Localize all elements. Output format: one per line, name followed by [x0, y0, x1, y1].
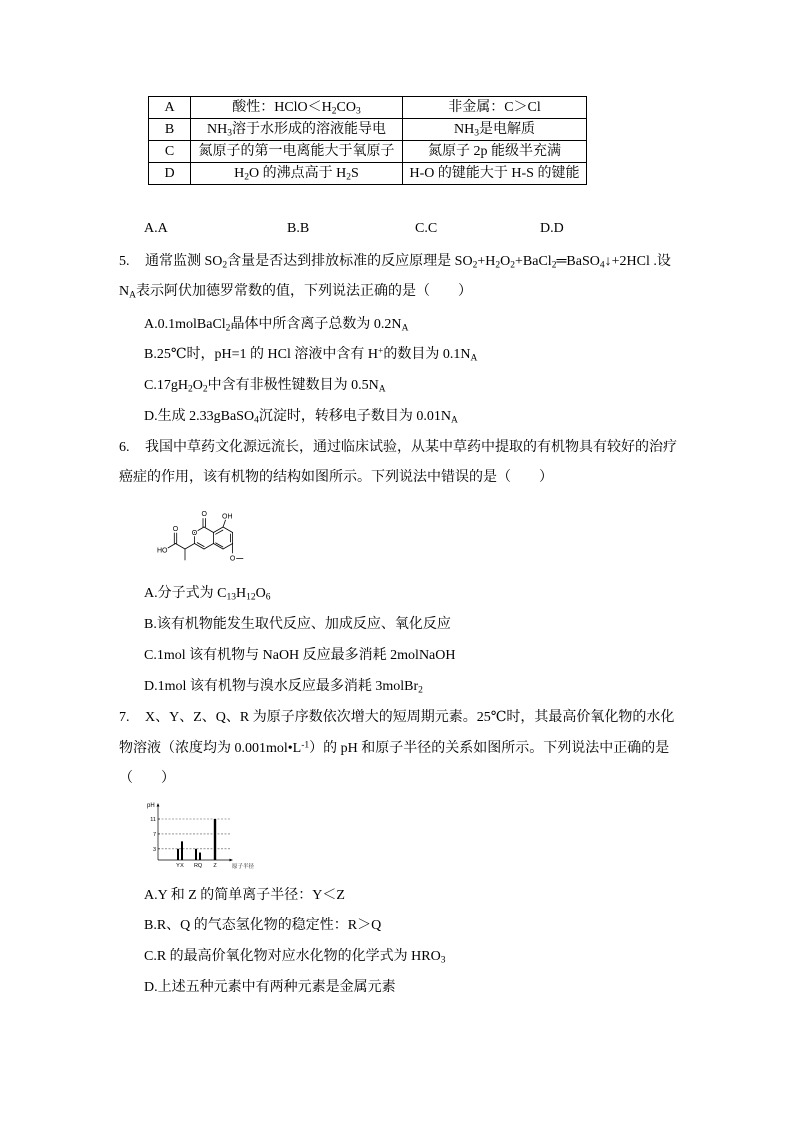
text-run: NH — [454, 121, 475, 137]
x-category-label: R — [194, 863, 198, 869]
subscript: 3 — [440, 955, 446, 966]
subscript: 4 — [254, 415, 259, 426]
q4-option-d: D.D — [540, 221, 564, 236]
subscript: 2 — [495, 260, 501, 271]
text-run: H — [235, 586, 247, 601]
q5-option-d — [144, 407, 458, 427]
text-run: ═BaSO — [556, 254, 600, 269]
subscript: 3 — [474, 128, 479, 139]
q6-option-b — [144, 615, 451, 635]
x-category-label: Q — [197, 863, 203, 869]
subscript: A — [401, 323, 409, 334]
carboxyl-oxygen-label: O — [172, 526, 179, 533]
text-run: 物溶液（浓度均为 0.001mol•L — [119, 741, 302, 756]
text-run: 表示阿伏加德罗常数的值，下列说法正确的是（ ） — [136, 284, 472, 299]
text-run: ↓+2HCl .设 — [604, 254, 671, 269]
x-category-label: X — [180, 863, 184, 869]
text-run: ）的 pH 和原子半径的关系如图所示。下列说法中正确的是 — [309, 741, 670, 756]
statement-1 — [191, 141, 403, 163]
subscript: 12 — [246, 592, 256, 603]
text-run: O — [192, 378, 203, 393]
subscript: 13 — [226, 592, 236, 603]
subscript: 2 — [244, 172, 250, 183]
q4-option-table — [148, 96, 587, 185]
q7-option-c — [144, 947, 446, 967]
text-run: N — [119, 284, 130, 299]
subscript: 2 — [418, 685, 423, 696]
x-category-labels — [176, 863, 217, 869]
subscript: 2 — [331, 106, 337, 117]
text-run: 中含有非极性键数目为 0.5N — [207, 378, 379, 393]
table-row-d — [149, 163, 587, 185]
superscript: + — [377, 346, 384, 357]
text-run: +H — [477, 254, 496, 269]
bar-Q — [199, 853, 201, 860]
x-axis-label: 原子半径 — [232, 864, 255, 870]
text-run: 非金属：C＞Cl — [448, 99, 541, 115]
text-run: 含量是否达到排放标准的反应原理是 SO — [227, 254, 473, 269]
carbonyl-oxygen-label: O — [201, 511, 207, 518]
q6-stem-line-2: 癌症的作用，该有机物的结构如图所示。下列说法中错误的是（ ） — [119, 470, 553, 485]
text-run: A.Y 和 Z 的简单离子半径：Y＜Z — [144, 888, 345, 903]
text-run: 是电解质 — [479, 121, 535, 137]
subscript: 2 — [225, 323, 231, 334]
statement-2 — [403, 163, 587, 185]
subscript: 2 — [551, 260, 557, 271]
subscript: 2 — [202, 384, 208, 395]
text-run: 溶于水形成的溶液能导电 — [232, 121, 386, 137]
q7-stem-line-1 — [145, 708, 674, 728]
x-axis-arrow — [230, 859, 234, 862]
question-number: 5. — [119, 254, 130, 269]
y-tick-label: 11 — [150, 817, 156, 823]
text-run: D.1mol 该有机物与溴水反应最多消耗 3molBr — [144, 679, 419, 694]
y-ticks — [150, 817, 231, 853]
subscript: A — [129, 290, 136, 301]
text-run: O — [500, 254, 511, 269]
text-run: S — [351, 165, 359, 181]
subscript: 3 — [356, 106, 361, 117]
q7-option-d — [144, 978, 396, 998]
subscript: A — [470, 353, 478, 364]
y-axis-label: pH — [147, 803, 155, 809]
q6-option-c — [144, 646, 456, 666]
q4-option-c: C.C — [415, 221, 438, 236]
q7-option-a — [144, 886, 345, 906]
structure-formula-figure — [140, 503, 250, 571]
text-run: C.17gH — [144, 378, 188, 393]
text-run: 氮原子的第一电离能大于氧原子 — [198, 143, 395, 159]
q5-option-b — [144, 345, 477, 365]
text-run: +BaCl — [515, 254, 552, 269]
text-run: C.R 的最高价氧化物对应水化物的化学式为 HRO — [144, 949, 441, 964]
text-run: 沉淀时，转移电子数目为 0.01N — [258, 409, 451, 424]
text-run: B.25℃时，pH=1 的 HCl 溶液中含有 H — [144, 347, 378, 362]
subscript: 2 — [187, 384, 193, 395]
y-tick-label: 7 — [152, 831, 156, 838]
statement-1 — [191, 97, 403, 119]
text-run: 的数目为 0.1N — [383, 347, 471, 362]
x-category-label: Z — [213, 863, 217, 869]
text-run: 晶体中所含离子总数为 0.2N — [230, 317, 402, 332]
q5-stem-line-1 — [145, 252, 671, 272]
statement-1 — [191, 163, 403, 185]
subscript: A — [378, 384, 386, 395]
methoxy-oxygen-label: O — [229, 555, 236, 563]
ph-radius-bar-chart — [145, 800, 265, 872]
bar-R — [195, 849, 197, 860]
text-run: （ ） — [119, 771, 175, 786]
text-run: B.R、Q 的气态氢化物的稳定性：R＞Q — [144, 918, 382, 933]
q7-option-b — [144, 916, 381, 936]
row-letter: D — [149, 163, 191, 185]
y-axis-arrow — [157, 803, 160, 807]
q6-option-a — [144, 584, 271, 604]
subscript: 2 — [472, 260, 478, 271]
q4-option-b: B.B — [287, 221, 310, 236]
bar-Y — [177, 849, 179, 860]
subscript: 4 — [599, 260, 605, 271]
subscript: 2 — [222, 260, 228, 271]
q6-option-d — [144, 677, 423, 697]
row-letter: C — [149, 141, 191, 163]
ring-oxygen-label: O — [191, 530, 198, 537]
x-category-label: Y — [176, 863, 180, 869]
q7-stem-line-2 — [119, 739, 669, 759]
subscript: 3 — [227, 128, 232, 139]
q7-stem-line-3 — [119, 769, 175, 789]
statement-2 — [403, 97, 587, 119]
bars — [177, 819, 216, 860]
text-run: X、Y、Z、Q、R 为原子序数依次增大的短周期元素。25℃时，其最高价氧化物的水化 — [145, 710, 675, 725]
superscript: -1 — [301, 740, 310, 751]
q4-option-a: A.A — [144, 221, 168, 236]
text-run: NH — [207, 121, 228, 137]
table-row-c — [149, 141, 587, 163]
subscript: 2 — [510, 260, 516, 271]
text-run: C.1mol 该有机物与 NaOH 反应最多消耗 2molNaOH — [144, 648, 456, 663]
text-run: 通常监测 SO — [145, 254, 223, 269]
q6-stem-line-1: 我国中草药文化源远流长，通过临床试验，从某中草药中提取的有机物具有较好的治疗 — [145, 440, 677, 455]
text-run: B.该有机物能发生取代反应、加成反应、氧化反应 — [144, 617, 451, 632]
row-letter: A — [149, 97, 191, 119]
bonds — [167, 519, 243, 561]
text-run: D.生成 2.33gBaSO — [144, 409, 255, 424]
subscript: 6 — [265, 592, 271, 603]
text-run: O — [255, 586, 266, 601]
question-number: 7. — [119, 710, 130, 725]
bar-X — [181, 841, 183, 860]
statement-1 — [191, 119, 403, 141]
text-run: 氮原子 2p 能级半充满 — [428, 143, 561, 159]
text-run: CO — [336, 99, 356, 115]
text-run: D.上述五种元素中有两种元素是金属元素 — [144, 980, 396, 995]
text-run: O 的沸点高于 H — [249, 165, 347, 181]
table-row-b — [149, 119, 587, 141]
text-run: A.0.1molBaCl — [144, 317, 226, 332]
q5-option-a — [144, 315, 408, 335]
statement-2 — [403, 119, 587, 141]
row-letter: B — [149, 119, 191, 141]
q5-option-c — [144, 376, 386, 396]
subscript: A — [450, 415, 458, 426]
question-number: 6. — [119, 440, 130, 455]
text-run: A.分子式为 C — [144, 586, 227, 601]
y-tick-label: 3 — [152, 846, 156, 853]
statement-2 — [403, 141, 587, 163]
bar-Z — [214, 819, 216, 860]
table-row-a — [149, 97, 587, 119]
text-run: H — [234, 165, 245, 181]
carboxyl-hydroxyl-label: HO — [157, 547, 168, 555]
hydroxyl-label: OH — [222, 513, 233, 521]
subscript: 2 — [346, 172, 352, 183]
text-run: 酸性：HClO＜H — [232, 99, 332, 115]
text-run: H-O 的键能大于 H-S 的键能 — [409, 165, 580, 181]
q5-stem-line-2 — [119, 282, 472, 302]
